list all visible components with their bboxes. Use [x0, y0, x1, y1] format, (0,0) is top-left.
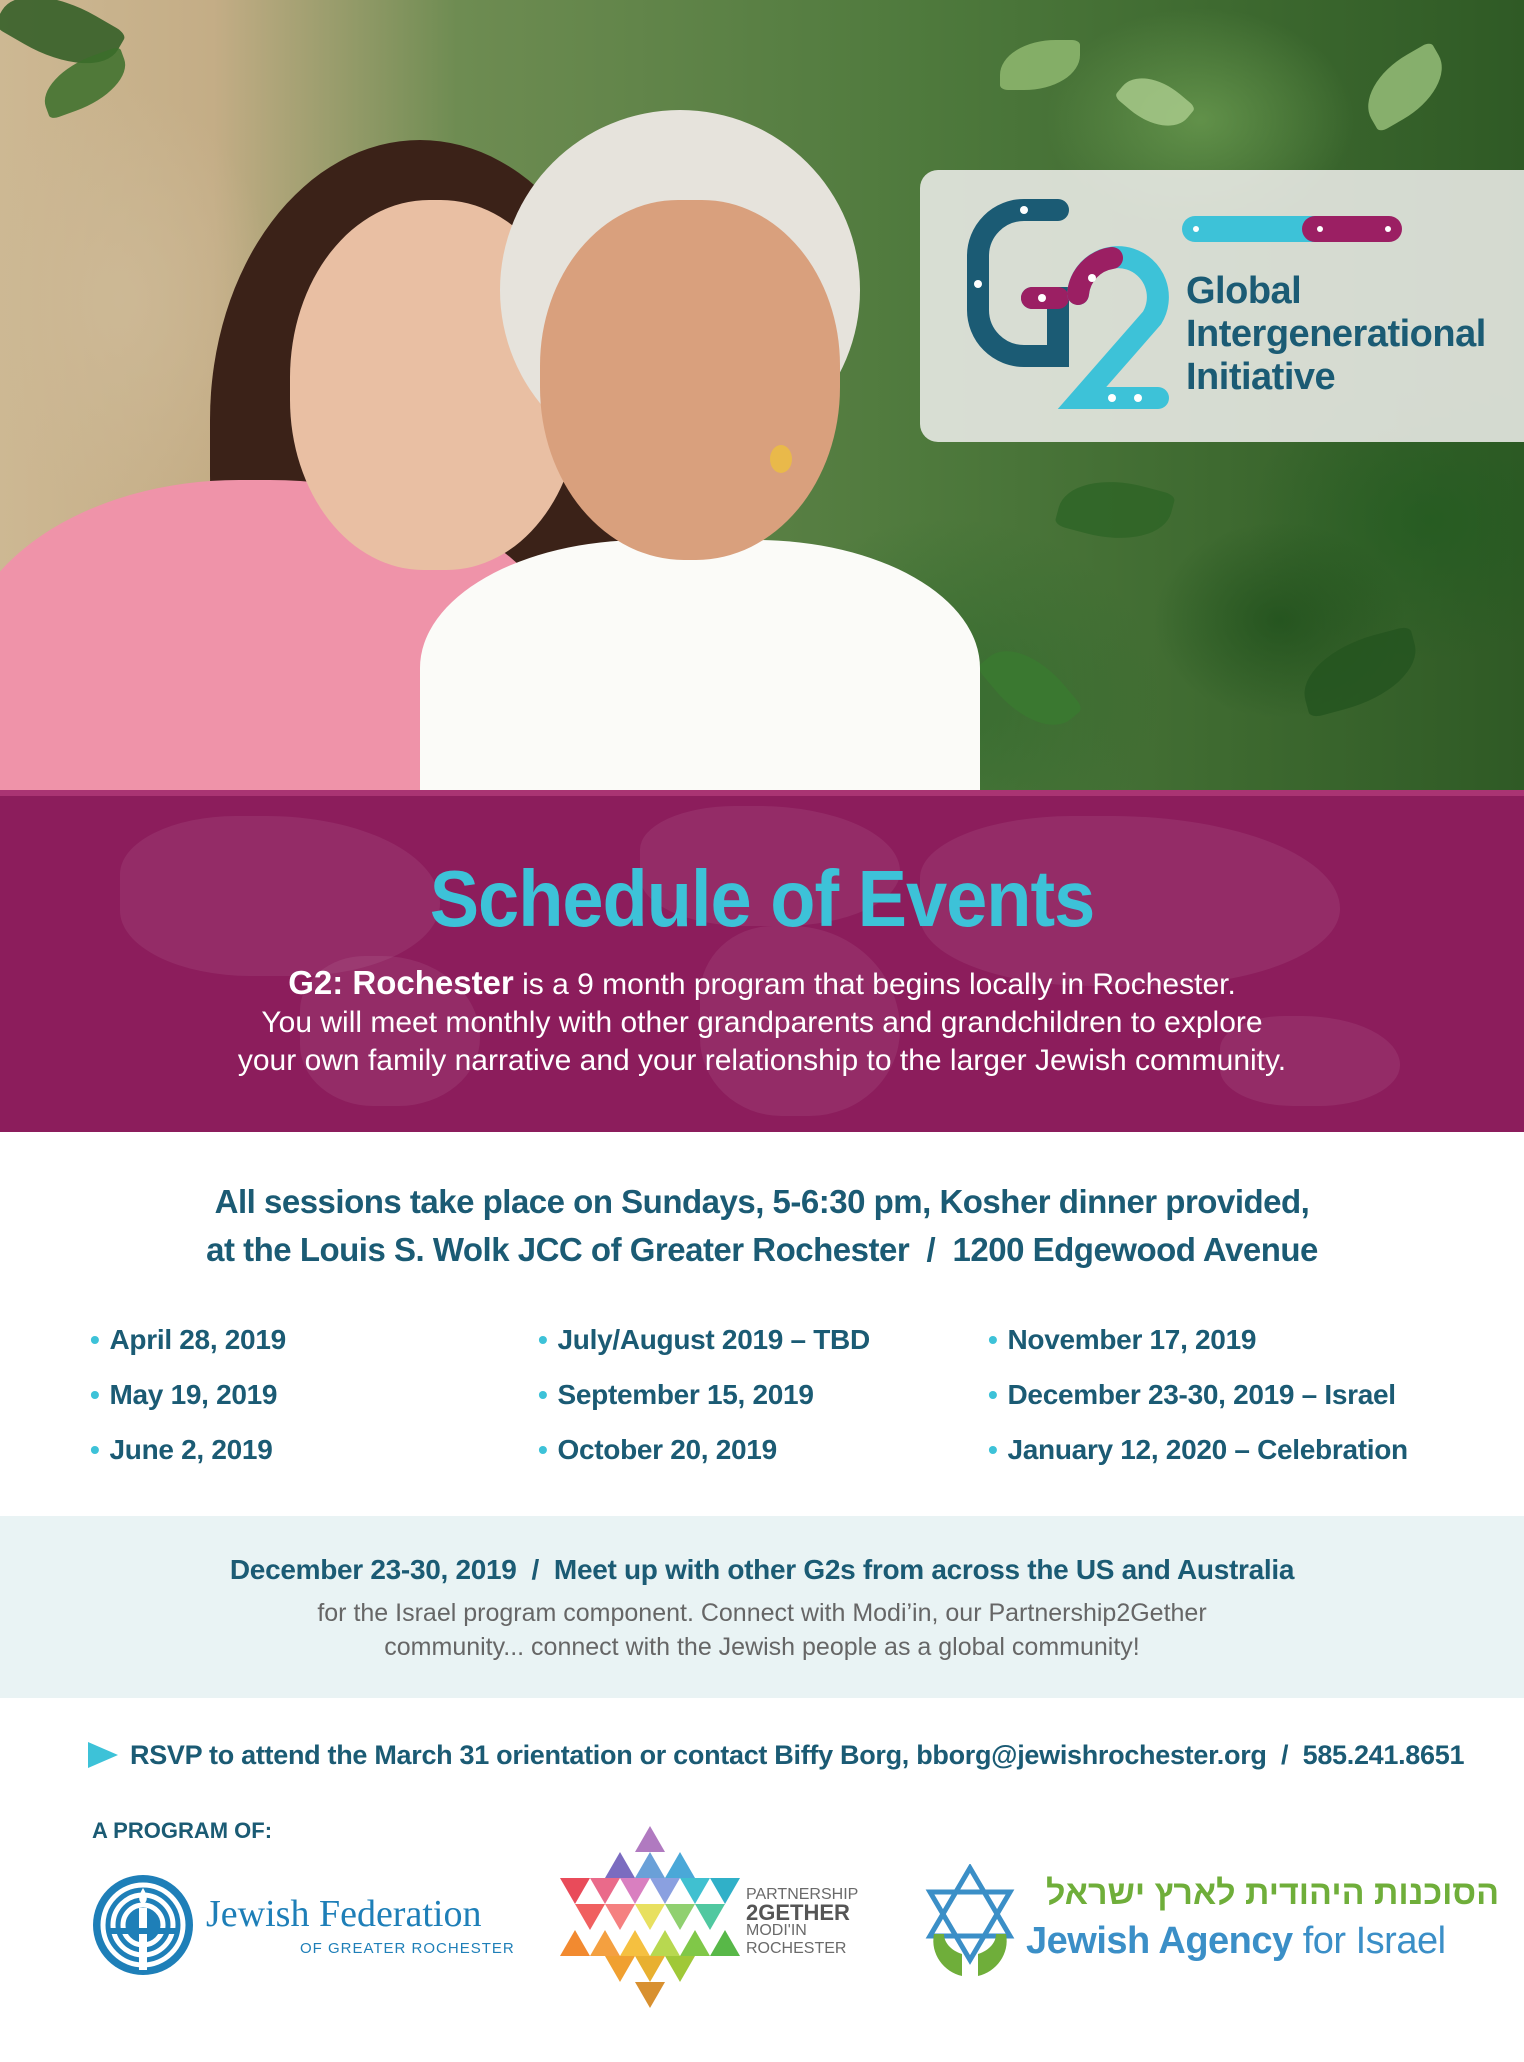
- federation-name: Jewish Federation: [206, 1893, 482, 1935]
- schedule-header-band: [0, 790, 1524, 1132]
- page-title: Schedule of Events: [429, 853, 1095, 944]
- intro-line-3: your own family narrative and your relationship to the larger Jewish community.: [237, 1044, 1287, 1077]
- program-of-label: A PROGRAM OF:: [92, 1818, 273, 1843]
- sessions-info: [0, 1178, 1524, 1274]
- intro-paragraph: [60, 964, 1464, 1080]
- date-item: • May 19, 2019: [90, 1367, 286, 1422]
- date-item: • September 15, 2019: [538, 1367, 870, 1422]
- p2g-line-3: MODI'IN: [746, 1922, 807, 1939]
- rsvp-text[interactable]: RSVP to attend the March 31 orientation or contact Biffy Borg, bborg@jewishrochester.org / 585.241.8651: [130, 1740, 1465, 1770]
- leaf-decoration: [1000, 40, 1080, 90]
- date-item: • June 2, 2019: [90, 1422, 286, 1477]
- p2g-line-2: 2GETHER: [746, 1900, 850, 1925]
- star-mosaic-icon: [560, 1826, 740, 2016]
- g2-bar-icon: [1182, 214, 1402, 244]
- logo-line-3: Initiative: [1186, 356, 1336, 398]
- p2g-text: [746, 1886, 858, 1958]
- earring: [770, 445, 792, 473]
- jewish-agency-logo: [920, 1864, 1500, 2004]
- date-item: • December 23-30, 2019 – Israel: [988, 1367, 1408, 1422]
- agency-hebrew-name: הסוכנות היהודית לארץ ישראל: [1046, 1874, 1500, 1912]
- israel-program-strip: [0, 1516, 1524, 1698]
- intro-line-1: is a 9 month program that begins locally in Rochester.: [513, 968, 1236, 1001]
- israel-body-line-1: for the Israel program component. Connect with Modi’in, our Partnership2Gether: [317, 1599, 1207, 1627]
- logo-line-1: Global: [1186, 270, 1302, 312]
- israel-body: [0, 1596, 1524, 1664]
- dates-column-1: [90, 1312, 286, 1477]
- dates-column-2: [538, 1312, 870, 1477]
- logo-line-2: Intergenerational: [1186, 313, 1486, 355]
- israel-title: December 23-30, 2019 / Meet up with other G2s from across the US and Australia: [229, 1554, 1295, 1585]
- date-item: • November 17, 2019: [988, 1312, 1408, 1367]
- agency-english-name: [1026, 1920, 1446, 1963]
- date-item: • October 20, 2019: [538, 1422, 870, 1477]
- p2g-line-4: ROCHESTER: [746, 1940, 847, 1957]
- star-of-david-hands-icon: [920, 1864, 1020, 1984]
- leaf-decoration: [1294, 626, 1426, 719]
- menorah-icon: [88, 1870, 198, 1980]
- leaf-decoration: [1114, 63, 1196, 142]
- intro-bold: G2: Rochester: [288, 964, 514, 1001]
- sessions-line-2: at the Louis S. Wolk JCC of Greater Rochester / 1200 Edgewood Avenue: [206, 1231, 1318, 1268]
- date-item: • January 12, 2020 – Celebration: [988, 1422, 1408, 1477]
- woman-face: [540, 200, 840, 560]
- date-item: • July/August 2019 – TBD: [538, 1312, 870, 1367]
- date-item: • April 28, 2019: [90, 1312, 286, 1367]
- dates-column-3: [988, 1312, 1408, 1477]
- woman-shirt: [420, 540, 980, 790]
- rsvp-line: [88, 1740, 1488, 1780]
- logo-tagline: [1186, 270, 1486, 399]
- federation-subtitle: OF GREATER ROCHESTER: [300, 1940, 515, 1957]
- play-arrow-icon: [88, 1742, 118, 1768]
- sessions-line-1: All sessions take place on Sundays, 5-6:30 pm, Kosher dinner provided,: [214, 1183, 1310, 1220]
- p2g-line-1: PARTNERSHIP: [746, 1886, 859, 1903]
- leaf-decoration: [1353, 41, 1458, 133]
- partnership2gether-logo: [560, 1826, 880, 2016]
- leaf-decoration: [976, 632, 1083, 745]
- g2-logo-icon: [962, 194, 1172, 420]
- agency-bold: Jewish Agency: [1026, 1920, 1293, 1962]
- hero-photo: [0, 0, 1524, 790]
- jewish-federation-logo: [88, 1870, 515, 1990]
- event-dates: [0, 1312, 1524, 1482]
- intro-line-2: You will meet monthly with other grandparents and grandchildren to explore: [261, 1006, 1263, 1039]
- agency-rest: for Israel: [1292, 1920, 1446, 1962]
- israel-body-line-2: community... connect with the Jewish people as a global community!: [384, 1633, 1140, 1661]
- leaf-decoration: [1054, 467, 1176, 553]
- g2-logo-box: [920, 170, 1524, 442]
